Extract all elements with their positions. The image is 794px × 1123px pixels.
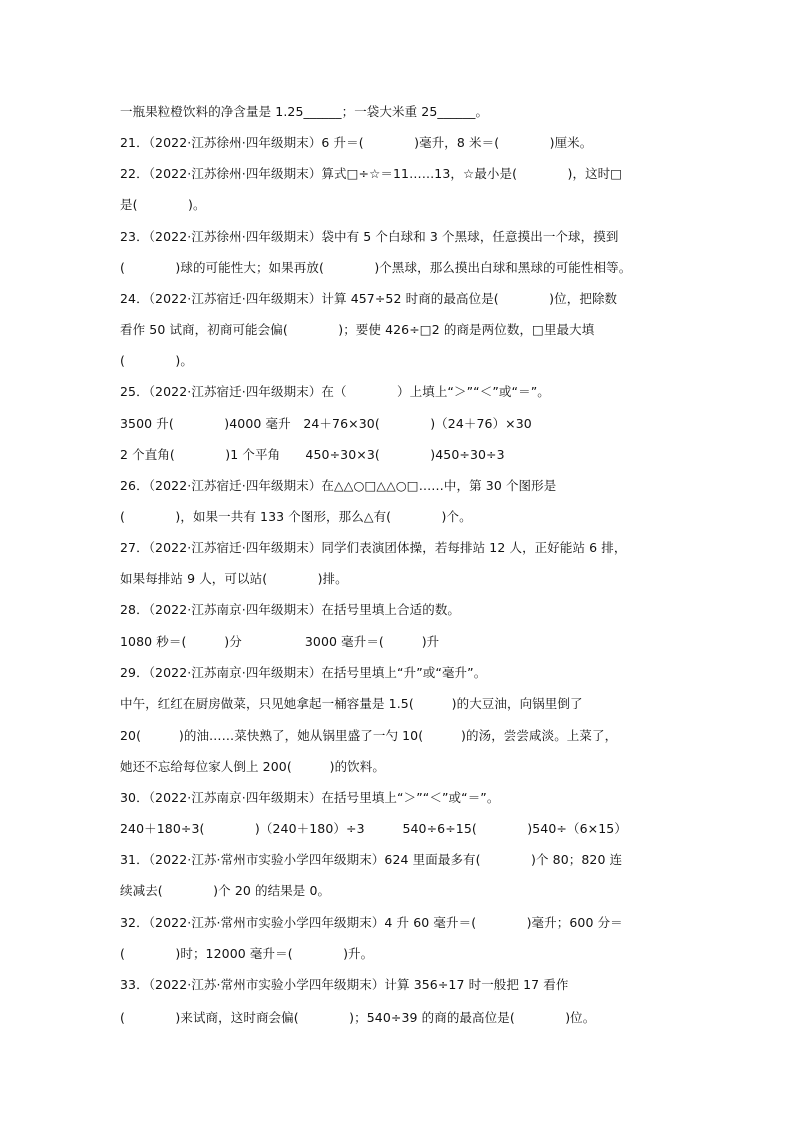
question-25-row: 3500 升( )4000 毫升 24＋76×30( )（24＋76）×30 [120, 416, 532, 431]
question-22-cont: 是( )。 [120, 197, 206, 212]
question-26: 26．（2022·江苏宿迁·四年级期末）在△△○□△△○□……中，第 30 个图形是 [120, 478, 557, 493]
question-25-row: 2 个直角( )1 个平角 450÷30×3( )450÷30÷3 [120, 447, 505, 462]
question-29-text: 她还不忘给每位家人倒上 200( )的饮料。 [120, 759, 385, 774]
question-32: 32．（2022·江苏·常州市实验小学四年级期末）4 升 60 毫升＝( )毫升；600 分＝ [120, 915, 623, 930]
question-22: 22．（2022·江苏徐州·四年级期末）算式□÷☆＝11……13，☆最小是( )，这时□ [120, 166, 623, 181]
question-24-cont: 看作 50 试商，初商可能会偏( )；要使 426÷□2 的商是两位数，□里最大填 [120, 322, 595, 337]
question-33: 33．（2022·江苏·常州市实验小学四年级期末）计算 356÷17 时一般把 17 看作 [120, 977, 569, 992]
question-27: 27．（2022·江苏宿迁·四年级期末）同学们表演团体操，若每排站 12 人，正好能站 6 排， [120, 540, 627, 555]
question-31-cont: 续减去( )个 20 的结果是 0。 [120, 883, 331, 898]
question-23-cont: ( )球的可能性大；如果再放( )个黑球，那么摸出白球和黑球的可能性相等。 [120, 260, 632, 275]
question-23: 23．（2022·江苏徐州·四年级期末）袋中有 5 个白球和 3 个黑球，任意摸出一个球，摸到 [120, 229, 619, 244]
question-27-cont: 如果每排站 9 人，可以站( )排。 [120, 571, 348, 586]
question-30-row: 240＋180÷3( )（240＋180）÷3 540÷6÷15( )540÷（6×15） [120, 821, 627, 836]
question-28: 28．（2022·江苏南京·四年级期末）在括号里填上合适的数。 [120, 602, 461, 617]
question-24: 24．（2022·江苏宿迁·四年级期末）计算 457÷52 时商的最高位是( )位，把除数 [120, 291, 618, 306]
question-31: 31．（2022·江苏·常州市实验小学四年级期末）624 里面最多有( )个 80；820 连 [120, 852, 623, 867]
question-29-text: 中午，红红在厨房做菜，只见她拿起一桶容量是 1.5( )的大豆油，向锅里倒了 [120, 696, 583, 711]
question-33-cont: ( )来试商，这时商会偏( )；540÷39 的商的最高位是( )位。 [120, 1010, 596, 1025]
text-line: 一瓶果粒橙饮料的净含量是 1.25______；一袋大米重 25______。 [120, 104, 489, 119]
question-24-cont: ( )。 [120, 353, 193, 368]
question-32-cont: ( )时；12000 毫升＝( )升。 [120, 946, 374, 961]
question-29: 29．（2022·江苏南京·四年级期末）在括号里填上“升”或“毫升”。 [120, 665, 487, 680]
question-26-cont: ( )，如果一共有 133 个图形，那么△有( )个。 [120, 509, 472, 524]
question-29-text: 20( )的油……菜快熟了，她从锅里盛了一勺 10( )的汤，尝尝咸淡。上菜了， [120, 728, 618, 743]
question-30: 30．（2022·江苏南京·四年级期末）在括号里填上“＞”“＜”或“＝”。 [120, 790, 500, 805]
question-25: 25．（2022·江苏宿迁·四年级期末）在（ ）上填上“＞”“＜”或“＝”。 [120, 384, 550, 399]
question-21: 21．（2022·江苏徐州·四年级期末）6 升＝( )毫升，8 米＝( )厘米。 [120, 135, 593, 150]
question-28-row: 1080 秒＝( )分 3000 毫升＝( )升 [120, 634, 440, 649]
